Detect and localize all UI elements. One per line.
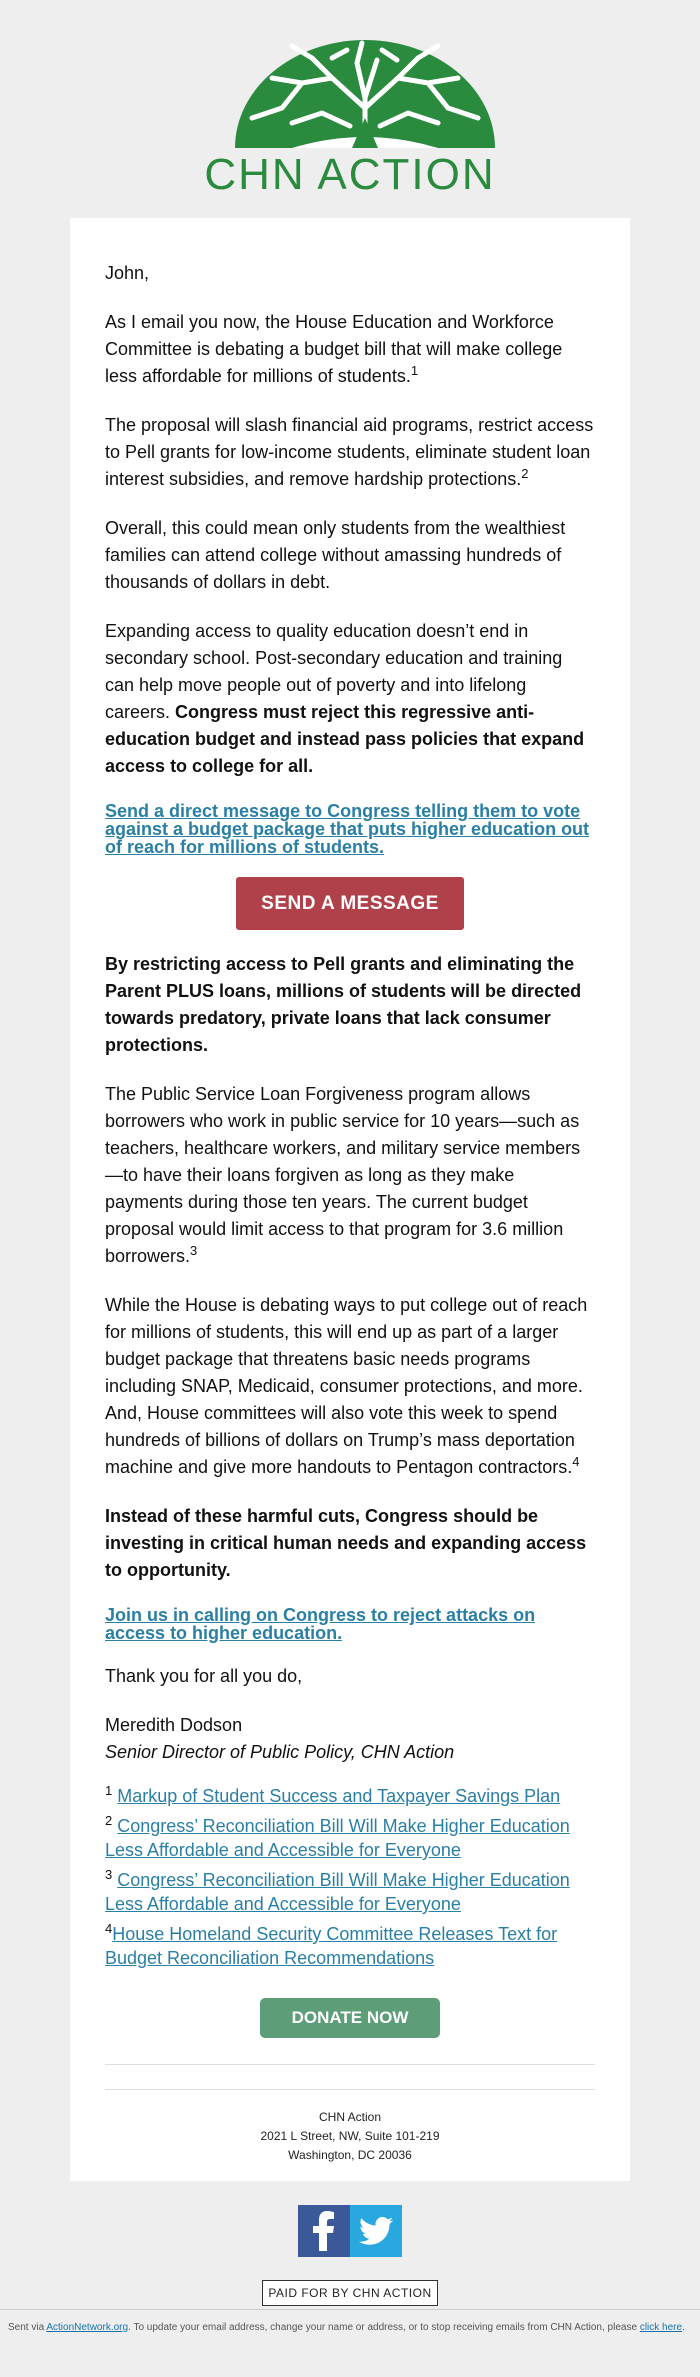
header-logo bbox=[0, 0, 700, 218]
paragraph-4-text: Expanding access to quality education doesn’t end in secondary school. Post-secondary education and training can help move people out of poverty and into lifelong careers. bbox=[105, 621, 563, 722]
footnote-2 bbox=[105, 1814, 595, 1862]
divider bbox=[105, 2064, 595, 2065]
footnote-link-1[interactable]: Markup of Student Success and Taxpayer Savings Plan bbox=[117, 1786, 561, 1806]
click-here-link[interactable]: click here bbox=[639, 2322, 683, 2333]
thank-you: Thank you for all you do, bbox=[105, 1666, 303, 1686]
paragraph-7 bbox=[105, 1292, 595, 1481]
join-us-link[interactable]: Join us in calling on Congress to reject attacks on access to higher education. bbox=[105, 1605, 536, 1643]
paragraph-4 bbox=[105, 618, 595, 780]
signer-title: Senior Director of Public Policy, CHN Action bbox=[105, 1742, 455, 1762]
email-card bbox=[70, 218, 630, 2181]
donate-button[interactable]: DONATE NOW bbox=[260, 1998, 440, 2038]
facebook-icon[interactable] bbox=[298, 2205, 350, 2257]
send-message-button[interactable]: SEND A MESSAGE bbox=[236, 877, 464, 930]
paragraph-6 bbox=[105, 1081, 595, 1270]
footnote-list bbox=[105, 1784, 595, 1970]
mailing-address bbox=[105, 2108, 595, 2165]
paragraph-5-bold: By restricting access to Pell grants and eliminating the Parent PLUS loans, millions of students will be directed towards predatory, private loans that lack consumer protections. bbox=[105, 954, 582, 1055]
tree-logo-icon bbox=[232, 38, 498, 148]
paragraph-6-text: The Public Service Loan Forgiveness program allows borrowers who work in public service for 10 years—such as teachers, healthcare workers, and military service members—to have their loans forgiven as long as they make payments during those ten years. The current budget proposal would limit access to that program for 3.6 million borrowers. bbox=[105, 1084, 581, 1266]
footnote-ref-1: 1 bbox=[410, 363, 419, 378]
paragraph-1-text: As I email you now, the House Education and Workforce Committee is debating a budget bill that will make college less affordable for millions of students. bbox=[105, 312, 563, 386]
footnote-1 bbox=[105, 1784, 595, 1808]
footnote-ref-4: 4 bbox=[572, 1454, 580, 1469]
footer-text: . To update your email address, change your name or address, or to stop receiving emails from CHN Action, please bbox=[128, 2322, 640, 2333]
address-city: Washington, DC 20036 bbox=[288, 2148, 412, 2162]
send-message-link[interactable]: Send a direct message to Congress telling them to vote against a budget package that puts higher education out of reach for millions of students. bbox=[105, 801, 590, 857]
paragraph-7-text: While the House is debating ways to put college out of reach for millions of students, this will end up as part of a larger budget package that threatens basic needs programs including SNAP, Medicaid, consumer protections, and more. And, House committees will also vote this week to spend hundreds of billions of dollars on Trump’s mass deportation machine and give more handouts to Pentagon contractors. bbox=[105, 1295, 588, 1477]
paragraph-2-text: The proposal will slash financial aid programs, restrict access to Pell grants for low-income students, eliminate student loan interest subsidies, and remove hardship protections. bbox=[105, 415, 594, 489]
paragraph-5 bbox=[105, 951, 595, 1059]
paid-for-notice: PAID FOR BY CHN ACTION bbox=[262, 2280, 438, 2306]
footnote-number: 2 bbox=[105, 1813, 113, 1828]
address-street: 2021 L Street, NW, Suite 101-219 bbox=[260, 2129, 440, 2143]
signature bbox=[105, 1712, 595, 1766]
footnote-number: 1 bbox=[105, 1783, 113, 1798]
paragraph-8-bold: Instead of these harmful cuts, Congress should be investing in critical human needs and expanding access to opportunity. bbox=[105, 1506, 587, 1580]
greeting: John, bbox=[105, 263, 150, 283]
paragraph-1 bbox=[105, 309, 595, 390]
signer-name: Meredith Dodson bbox=[105, 1715, 243, 1735]
footnote-link-2[interactable]: Congress’ Reconciliation Bill Will Make Higher Education Less Affordable and Accessible for Everyone bbox=[105, 1816, 570, 1860]
address-org: CHN Action bbox=[318, 2110, 382, 2124]
social-links bbox=[298, 2205, 402, 2257]
footer-text: . bbox=[682, 2322, 685, 2333]
footnote-ref-2: 2 bbox=[521, 466, 529, 481]
footnote-link-3[interactable]: Congress’ Reconciliation Bill Will Make Higher Education Less Affordable and Accessible for Everyone bbox=[105, 1870, 570, 1914]
footnote-4 bbox=[105, 1922, 595, 1970]
paragraph-4-bold: Congress must reject this regressive anti-education budget and instead pass policies that expand access to college for all. bbox=[105, 702, 585, 776]
footnote-ref-3: 3 bbox=[190, 1243, 198, 1258]
footnote-3 bbox=[105, 1868, 595, 1916]
twitter-icon[interactable] bbox=[350, 2205, 402, 2257]
footnote-number: 3 bbox=[105, 1867, 113, 1882]
paragraph-8 bbox=[105, 1503, 595, 1584]
logo-wordmark: CHN ACTION bbox=[204, 150, 496, 199]
footnote-link-4[interactable]: House Homeland Security Committee Releases Text for Budget Reconciliation Recommendations bbox=[105, 1924, 558, 1968]
footer-text: Sent via bbox=[8, 2322, 47, 2333]
paragraph-2 bbox=[105, 412, 595, 493]
footnote-number: 4 bbox=[105, 1921, 113, 1936]
paragraph-3: Overall, this could mean only students from the wealthiest families can attend college without amassing hundreds of thousands of dollars in debt. bbox=[105, 518, 566, 592]
divider bbox=[105, 2089, 595, 2090]
unsubscribe-footer bbox=[0, 2309, 700, 2377]
action-network-link[interactable]: ActionNetwork.org bbox=[46, 2322, 129, 2333]
